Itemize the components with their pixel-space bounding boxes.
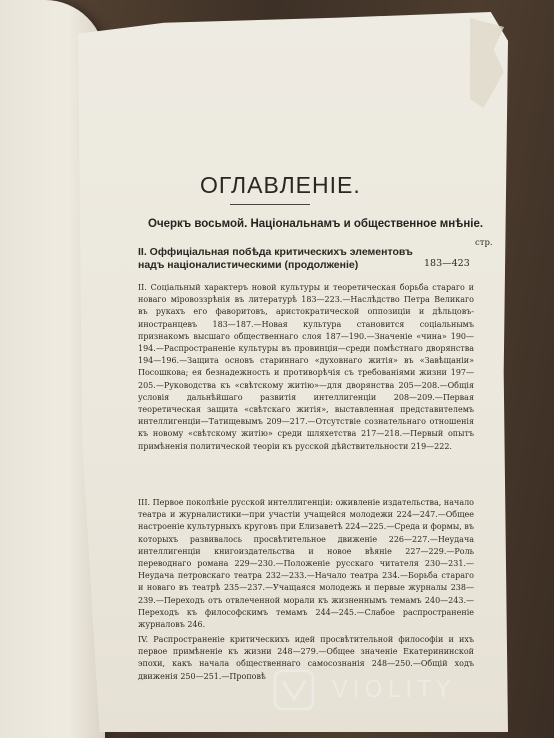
chapter-subtitle: Очеркъ восьмой. Національнамъ и общественное мнѣніе. <box>148 218 484 230</box>
heading-rule <box>230 204 310 205</box>
toc-paragraph-3: IV. Распространеніе критическихъ идей просвѣтительной философіи и ихъ первое примѣненіе къ жизни 248—279.—Общее значеніе Екатерининской эпохи, какъ начала общественнаго самосознанія 248—250.—Общій ходъ движенія 250—251.—Проповѣ <box>138 635 474 681</box>
watermark-logo-icon <box>272 668 316 712</box>
watermark <box>272 668 540 712</box>
toc-paragraph-1: II. Соціальный характеръ новой культуры и теоретическая борьба стараго и новаго міровоззрѣнія въ литературѣ 183—223.—Наслѣдство Петра Великаго въ рукахъ его фаворитовъ, аристократической оппозиціи и дѣльцовъ-иностранцевъ 183—187.—Новая культура становится соціальнымъ признакомъ высшаго общественнаго слоя 187—190.—Значеніе «чина» 190—194.—Распространеніе культуры въ провинціи—среди помѣстнаго дворянства 194—196.—Защита основъ стариннаго «духовнаго житія» въ «Завѣщаніи» Посошкова; ея безнадежность и противорѣчія съ требованіями жизни 197—205.—Руководства къ «свѣтскому житію»—для дворянства 205—208.—Общія условія дальнѣйшаго развитія интеллигенціи 208—209.—Первая теоретическая защита «свѣтскаго житія», выставленная представителемъ интеллигенціи—Татищевымъ 209—217.—Отсутствіе сознательнаго отношенія къ новому «свѣтскому житію» среди шляхетства 217—218.—Первый опытъ примѣненія политической теоріи къ русской дѣйствительности 219—222. <box>138 283 474 451</box>
page-heading: ОГЛАВЛЕНІЕ. <box>200 172 361 198</box>
watermark-text: VIOLITY <box>332 677 456 703</box>
page-column-label: стр. <box>475 238 493 248</box>
toc-paragraph-2: III. Первое поколѣніе русской интеллигенціи: оживленіе издательства, начало театра и журналистики—при участіи учащейся молодежи 224—247.—Общее настроеніе культурныхъ круговъ при Елизаветѣ 224—225.—Среда и формы, въ которыхъ развивалось просвѣтительное движеніе 226—227.—Неудача интеллигенціи книгоиздательства и новое вѣяніе 227—229.—Роль переводнаго романа 229—230.—Положеніе русскаго читателя 230—231.—Неудача петровскаго театра 232—233.—Начало театра 234.—Борьба стараго и новаго въ театрѣ 235—237.—Учащаяся молодежь и первые журналы 238—239.—Переходъ отъ отвлеченной морали къ жизненнымъ темамъ 240—243.—Переходъ къ философскимъ темамъ 244—245.—Слабое распространеніе журналовъ 246. <box>138 498 474 630</box>
section-pages: 183—423 <box>424 258 470 269</box>
section-title: II. Оффиціальная побѣда критическихъ элементовъ надъ націоналистическими (продолженіе) <box>138 246 413 271</box>
